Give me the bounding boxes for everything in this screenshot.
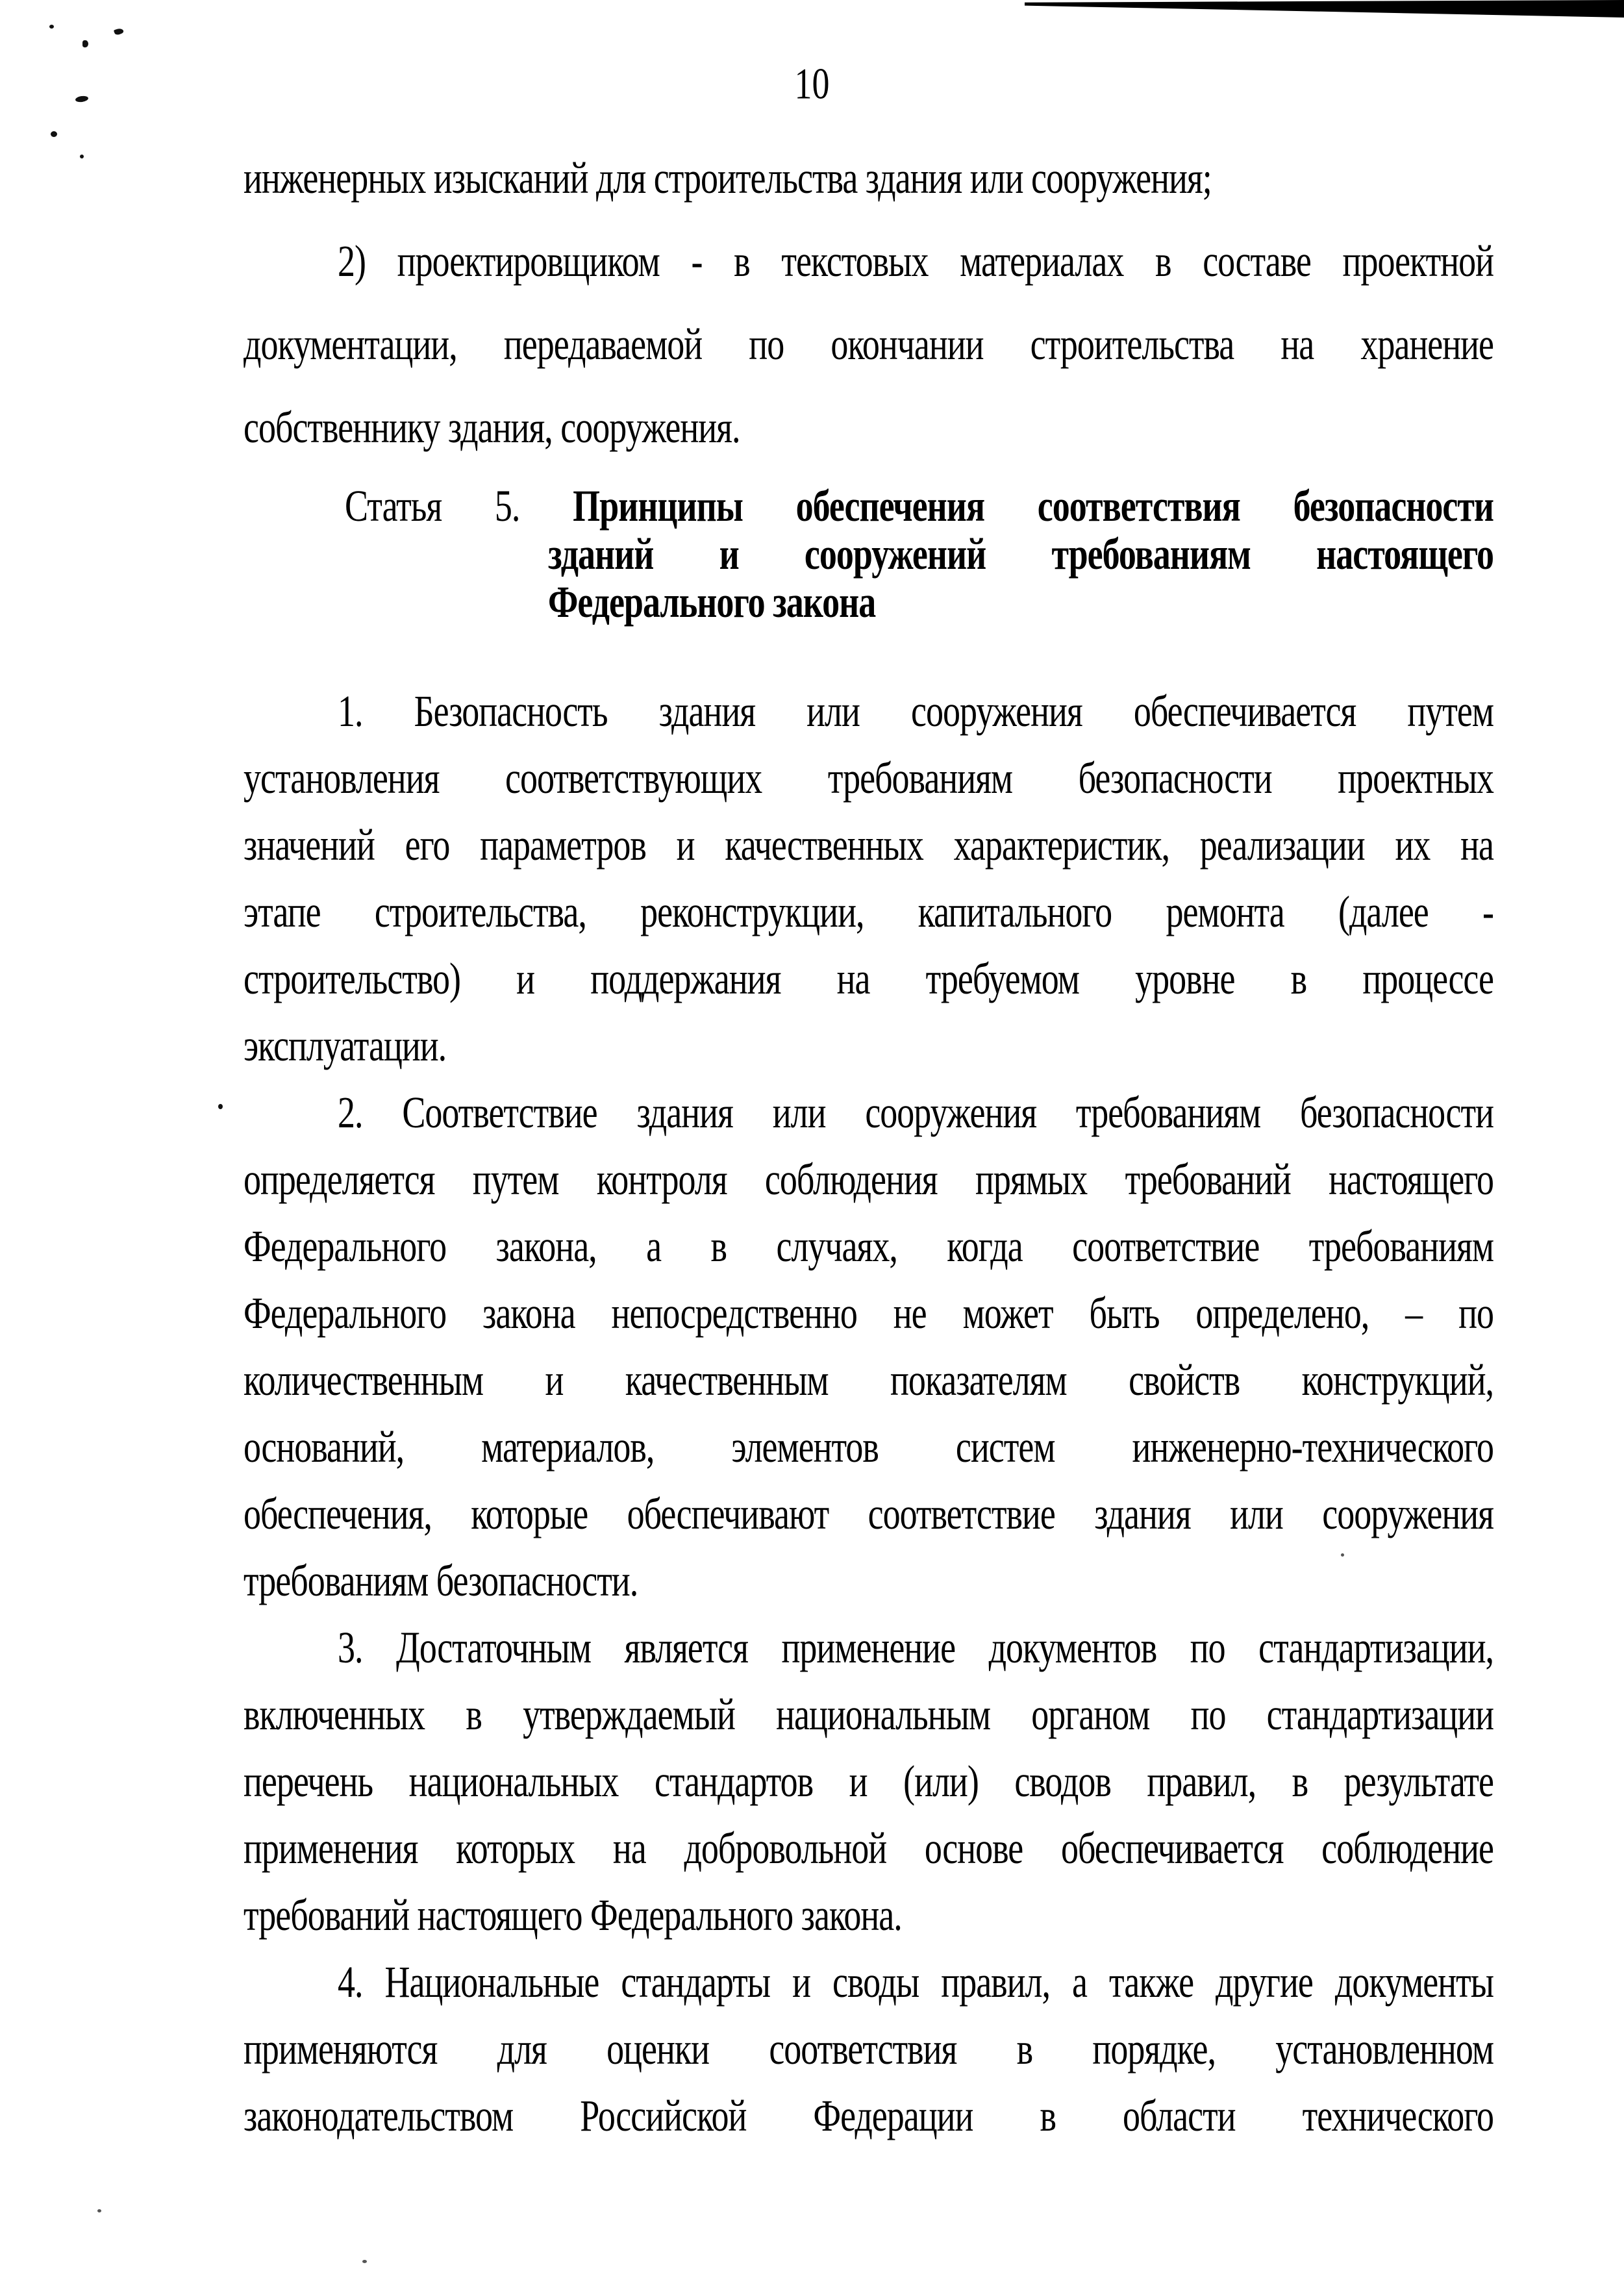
article-heading-line-3: Федерального закона — [548, 577, 876, 627]
scan-speck — [97, 2209, 101, 2212]
text-line: 2) проектировщиком - в текстовых материалах в составе проектной — [338, 236, 1493, 286]
text-line: 1. Безопасность здания или сооружения обеспечивается путем — [338, 686, 1493, 736]
scan-speck — [80, 155, 84, 158]
paragraph-item-2 — [244, 219, 1493, 469]
article-5-heading — [345, 481, 1494, 627]
text-line: применяются для оценки соответствия в порядке, установленном — [244, 2023, 1493, 2074]
scan-speck — [82, 40, 88, 47]
article-number-label: Статья 5. — [345, 481, 520, 531]
scan-speck — [218, 1104, 223, 1109]
text-line: Федерального закона, а в случаях, когда соответствие требованиям — [244, 1221, 1493, 1272]
text-line: собственнику здания, сооружения. — [244, 402, 740, 453]
article-clauses-block — [244, 678, 1493, 2149]
text-line: этапе строительства, реконструкции, капитального ремонта (далее - — [244, 886, 1493, 937]
clause-3 — [244, 1614, 1493, 1949]
text-line: определяется путем контроля соблюдения прямых требований настоящего — [244, 1154, 1493, 1205]
scan-artifact-bar — [1025, 0, 1624, 18]
text-line: 4. Национальные стандарты и своды правил, а также другие документы — [338, 1957, 1493, 2007]
text-line: Федерального закона непосредственно не может быть определено, – по — [244, 1288, 1493, 1338]
text-line: включенных в утверждаемый национальным органом по стандартизации — [244, 1689, 1493, 1740]
text-line: 2. Соответствие здания или сооружения требованиям безопасности — [338, 1087, 1493, 1138]
text-line: применения которых на добровольной основе обеспечивается соблюдение — [244, 1823, 1493, 1873]
page-number: 10 — [794, 59, 830, 108]
scan-speck — [114, 27, 124, 36]
text-line: инженерных изысканий для строительства здания или сооружения; — [244, 153, 1212, 203]
text-line: законодательством Российской Федерации в области технического — [244, 2090, 1493, 2141]
text-line: обеспечения, которые обеспечивают соответствие здания или сооружения — [244, 1488, 1493, 1539]
scan-speck — [51, 131, 57, 137]
article-title-part: Принципы обеспечения соответствия безопасности — [573, 481, 1494, 531]
text-line: 3. Достаточным является применение документов по стандартизации, — [338, 1622, 1493, 1673]
text-line: количественным и качественным показателям свойств конструкций, — [244, 1355, 1493, 1405]
top-text-block — [244, 136, 1493, 469]
scan-speck — [49, 25, 54, 29]
text-line: требованиям безопасности. — [244, 1555, 638, 1606]
paragraph-continuation — [244, 136, 1493, 219]
clause-4 — [244, 1949, 1493, 2149]
text-line: установления соответствующих требованиям безопасности проектных — [244, 753, 1493, 803]
clause-2 — [244, 1079, 1493, 1614]
text-line: перечень национальных стандартов и (или) сводов правил, в результате — [244, 1756, 1493, 1807]
text-line: документации, передаваемой по окончании строительства на хранение — [244, 319, 1493, 370]
text-line: оснований, материалов, элементов систем инженерно-технического — [244, 1422, 1493, 1472]
clause-1 — [244, 678, 1493, 1079]
text-line: эксплуатации. — [244, 1020, 447, 1071]
text-line: требований настоящего Федерального закона. — [244, 1890, 902, 1940]
text-line: значений его параметров и качественных характеристик, реализации их на — [244, 820, 1493, 870]
article-heading-line-2: зданий и сооружений требованиям настоящего — [548, 529, 1493, 579]
scan-speck — [362, 2260, 367, 2263]
text-line: строительство) и поддержания на требуемом уровне в процессе — [244, 953, 1493, 1004]
